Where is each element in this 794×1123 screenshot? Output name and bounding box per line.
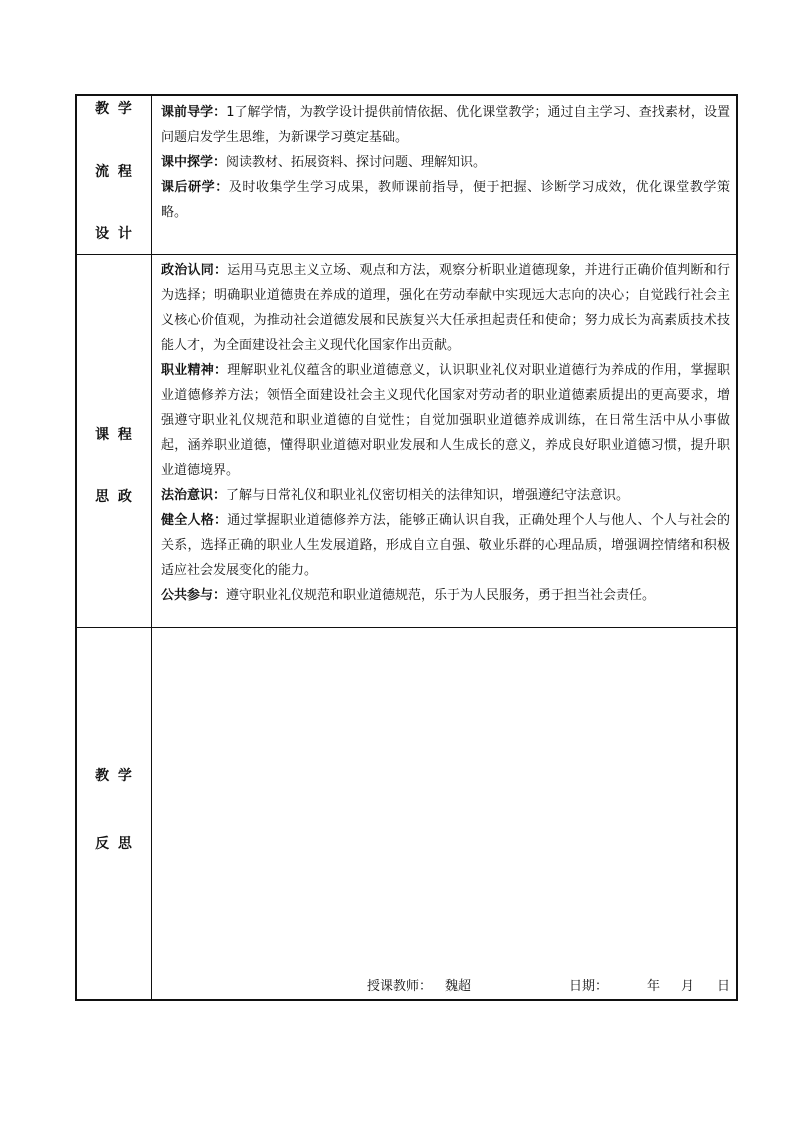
paragraph-text: 运用马克思主义立场、观点和方法，观察分析职业道德现象，并进行正确价值判断和行为选择；明确职业道德贵在养成的道理，强化在劳动奉献中实现远大志向的决心；自觉践行社会主义核心价值观，为推动社会道德发展和民族复兴大任承担起责任和使命；努力成长为高素质技术技能人才，为全面建设社会主义现代化国家作出贡献。: [161, 263, 730, 353]
paragraph: [161, 100, 730, 150]
teaching-reflection-content: [153, 627, 736, 999]
date-label: 日期：: [569, 979, 609, 994]
paragraph-text: 了解与日常礼仪和职业礼仪密切相关的法律知识，增强遵纪守法意识。: [226, 488, 630, 503]
paragraph: [161, 258, 730, 358]
paragraph-text: 通过掌握职业道德修养方法，能够正确认识自我，正确处理个人与他人、个人与社会的关系，选择正确的职业人生发展道路，形成自立自强、敬业乐群的心理品质，增强调控情绪和积极适应社会发展变化的能力。: [161, 513, 730, 578]
teaching-process-row: [77, 96, 736, 255]
course-ideology-content: [153, 254, 736, 627]
date-month: 月: [681, 979, 695, 994]
paragraph-heading: 政治认同：: [161, 263, 228, 278]
teaching-reflection-row: [77, 627, 736, 999]
row-label-teaching-process: [77, 96, 152, 254]
paragraph-heading: 法治意识：: [161, 488, 227, 503]
row-label-course-ideology: [77, 254, 152, 627]
paragraph-text: 阅读教材、拓展资料、探讨问题、理解知识。: [226, 155, 487, 170]
label-line: 思 政: [95, 489, 134, 505]
paragraph: [161, 483, 730, 508]
paragraph: [161, 175, 730, 225]
paragraph-text: 理解职业礼仪蕴含的职业道德意义，认识职业礼仪对职业道德行为养成的作用，掌握职业道德修养方法；领悟全面建设社会主义现代化国家对劳动者的职业道德素质提出的更高要求，增强遵守职业礼仪规范和职业道德的自觉性；自觉加强职业道德养成训练，在日常生活中从小事做起，涵养职业道德，懂得职业道德对职业发展和人生成长的意义，养成良好职业道德习惯，提升职业道德境界。: [161, 363, 730, 478]
paragraph-heading: 课前导学：: [161, 105, 227, 120]
row-label-teaching-reflection: [77, 627, 152, 999]
paragraph: [161, 358, 730, 483]
lesson-plan-table: [75, 94, 738, 1001]
paragraph-heading: 课中探学：: [161, 155, 227, 170]
paragraph-heading: 职业精神：: [161, 363, 228, 378]
paragraph-heading: 公共参与：: [161, 588, 227, 603]
course-ideology-row: [77, 254, 736, 628]
date-day: 日: [717, 979, 731, 994]
label-line: 流 程: [95, 164, 134, 180]
label-line: 反 思: [95, 836, 134, 852]
label-line: 设 计: [95, 226, 134, 242]
paragraph-text: 1了解学情，为教学设计提供前情依据、优化课堂教学；通过自主学习、查找素材，设置问题启发学生思维，为新课学习奠定基础。: [161, 105, 730, 145]
teacher-label: 授课教师：: [367, 979, 433, 994]
paragraph: [161, 583, 730, 608]
date-year: 年: [647, 979, 661, 994]
paragraph: [161, 150, 730, 175]
paragraph: [161, 508, 730, 583]
label-line: 课 程: [95, 427, 134, 443]
paragraph-text: 及时收集学生学习成果，教师课前指导，便于把握、诊断学习成效，优化课堂教学策略。: [161, 180, 730, 220]
paragraph-heading: 健全人格：: [161, 513, 228, 528]
paragraph-text: 遵守职业礼仪规范和职业道德规范，乐于为人民服务，勇于担当社会责任。: [226, 588, 656, 603]
teacher-name: 魏超: [445, 979, 472, 994]
label-line: 教 学: [95, 101, 134, 117]
teaching-process-content: [153, 96, 736, 254]
label-line: 教 学: [95, 768, 134, 784]
paragraph-heading: 课后研学：: [161, 180, 229, 195]
